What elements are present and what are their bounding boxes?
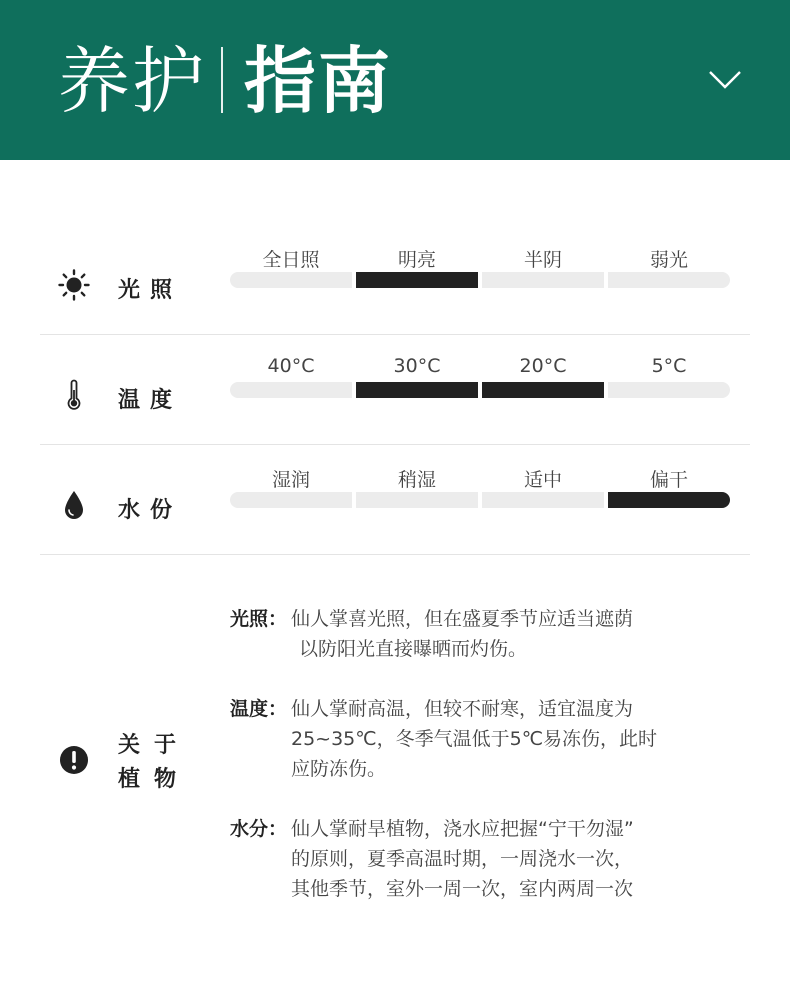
care-row-water — [40, 445, 750, 555]
thermometer-icon — [58, 379, 90, 411]
water-drop-icon — [58, 489, 90, 521]
title-divider — [221, 47, 223, 113]
level-30c — [356, 335, 478, 445]
care-row-temperature — [40, 335, 750, 445]
level-bar — [356, 492, 478, 508]
level-label: 偏干 — [649, 469, 688, 491]
level-40c — [230, 335, 352, 445]
level-label: 明亮 — [397, 249, 436, 271]
level-bright — [356, 225, 478, 335]
level-bar — [230, 492, 352, 508]
level-low-light — [608, 225, 730, 335]
note-key: 水分： — [230, 818, 288, 840]
level-label: 5°C — [651, 355, 687, 377]
level-label: 弱光 — [649, 249, 688, 271]
level-bar — [608, 382, 730, 398]
level-bar — [230, 382, 352, 398]
note-line: 仙人掌耐旱植物，浇水应把握“宁干勿湿” — [291, 818, 634, 840]
level-half-shade — [482, 225, 604, 335]
header-banner — [0, 0, 790, 160]
note-line: 25~35℃，冬季气温低于5℃易冻伤，此时 — [291, 728, 658, 750]
level-bar — [356, 382, 478, 398]
level-label: 20°C — [519, 355, 567, 377]
level-5c — [608, 335, 730, 445]
note-line: 应防冻伤。 — [291, 758, 387, 780]
level-full-sun — [230, 225, 352, 335]
level-label: 湿润 — [271, 469, 310, 491]
level-label: 稍湿 — [397, 469, 436, 491]
care-row-label-water: 水份 — [118, 498, 183, 523]
level-slightly-moist — [356, 445, 478, 555]
level-bar — [608, 272, 730, 288]
about-label-line2: 植物 — [118, 767, 191, 792]
note-line: 其他季节，室外一周一次，室内两周一次 — [291, 878, 634, 900]
note-line: 以防阳光直接曝晒而灼伤。 — [299, 638, 528, 660]
care-row-label-temperature: 温度 — [118, 388, 183, 413]
level-moist — [230, 445, 352, 555]
level-label: 30°C — [393, 355, 441, 377]
level-label: 半阴 — [523, 249, 562, 271]
page-title: 养护 — [58, 39, 207, 123]
note-light — [230, 604, 700, 664]
level-dry — [608, 445, 730, 555]
note-key: 光照： — [230, 608, 288, 630]
care-row-light — [40, 225, 750, 335]
note-line: 仙人掌喜光照，但在盛夏季节应适当遮荫 — [291, 608, 634, 630]
note-key: 温度： — [230, 698, 288, 720]
about-label-line1: 关于 — [118, 733, 191, 758]
note-line: 仙人掌耐高温，但较不耐寒，适宜温度为 — [291, 698, 634, 720]
note-line: 的原则，夏季高温时期，一周浇水一次， — [291, 848, 634, 870]
exclamation-icon — [58, 744, 90, 776]
level-moderate — [482, 445, 604, 555]
note-water — [230, 814, 700, 904]
level-bar — [608, 492, 730, 508]
page-subtitle: 指南 — [244, 39, 393, 123]
level-label: 适中 — [523, 469, 562, 491]
level-20c — [482, 335, 604, 445]
level-label: 40°C — [267, 355, 315, 377]
sun-icon — [58, 269, 90, 301]
level-bar — [482, 382, 604, 398]
chevron-down-icon[interactable] — [708, 66, 742, 94]
level-bar — [356, 272, 478, 288]
level-bar — [230, 272, 352, 288]
care-row-label-light: 光照 — [118, 278, 183, 303]
note-temperature — [230, 694, 700, 784]
level-label: 全日照 — [262, 249, 320, 271]
level-bar — [482, 492, 604, 508]
level-bar — [482, 272, 604, 288]
